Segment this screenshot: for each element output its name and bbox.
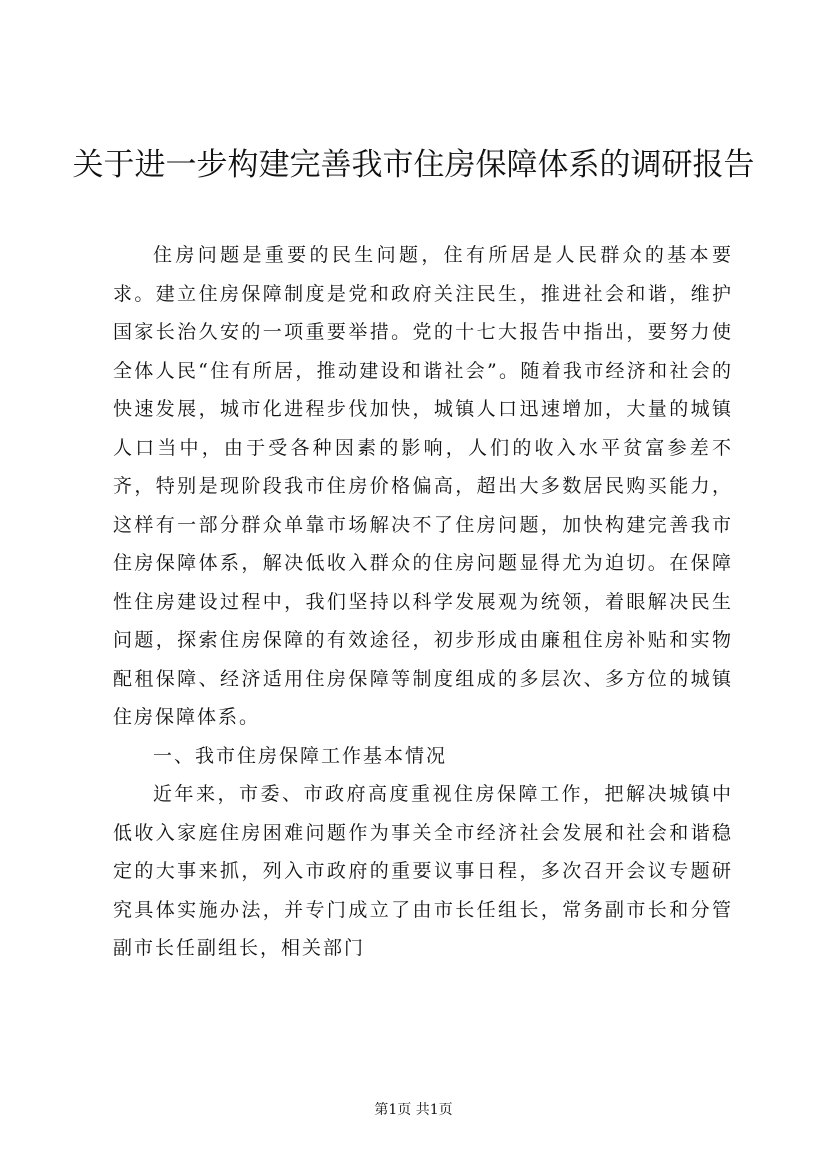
section-heading: 一、我市住房保障工作基本情况 (153, 744, 448, 767)
paragraph-section-one: 近年来，市委、市政府高度重视住房保障工作，把解决城镇中低收入家庭住房困难问题作为事关全市经济社会发展和社会和谐稳定的大事来抓，列入市政府的重要议事日程，多次召开会议专题研究具体实施办法，并专门成立了由市长任组长，常务副市长和分管副市长任副组长，相关部门 (113, 783, 733, 959)
document-body (113, 236, 733, 968)
document-title: 关于进一步构建完善我市住房保障体系的调研报告 (72, 147, 755, 183)
page-footer: 第1页 共1页 (374, 1102, 453, 1118)
paragraph-intro: 住房问题是重要的民生问题，住有所居是人民群众的基本要求。建立住房保障制度是党和政府关注民生，推进社会和谐，维护国家长治久安的一项重要举措。党的十七大报告中指出，要努力使全体人民“住有所居，推动建设和谐社会”。随着我市经济和社会的快速发展，城市化进程步伐加快，城镇人口迅速增加，大量的城镇人口当中，由于受各种因素的影响，人们的收入水平贫富参差不齐，特别是现阶段我市住房价格偏高，超出大多数居民购买能力，这样有一部分群众单靠市场解决不了住房问题，加快构建完善我市住房保障体系，解决低收入群众的住房问题显得尤为迫切。在保障性住房建设过程中，我们坚持以科学发展观为统领，着眼解决民生问题，探索住房保障的有效途径，初步形成由廉租住房补贴和实物配租保障、经济适用住房保障等制度组成的多层次、多方位的城镇住房保障体系。 (113, 244, 733, 728)
